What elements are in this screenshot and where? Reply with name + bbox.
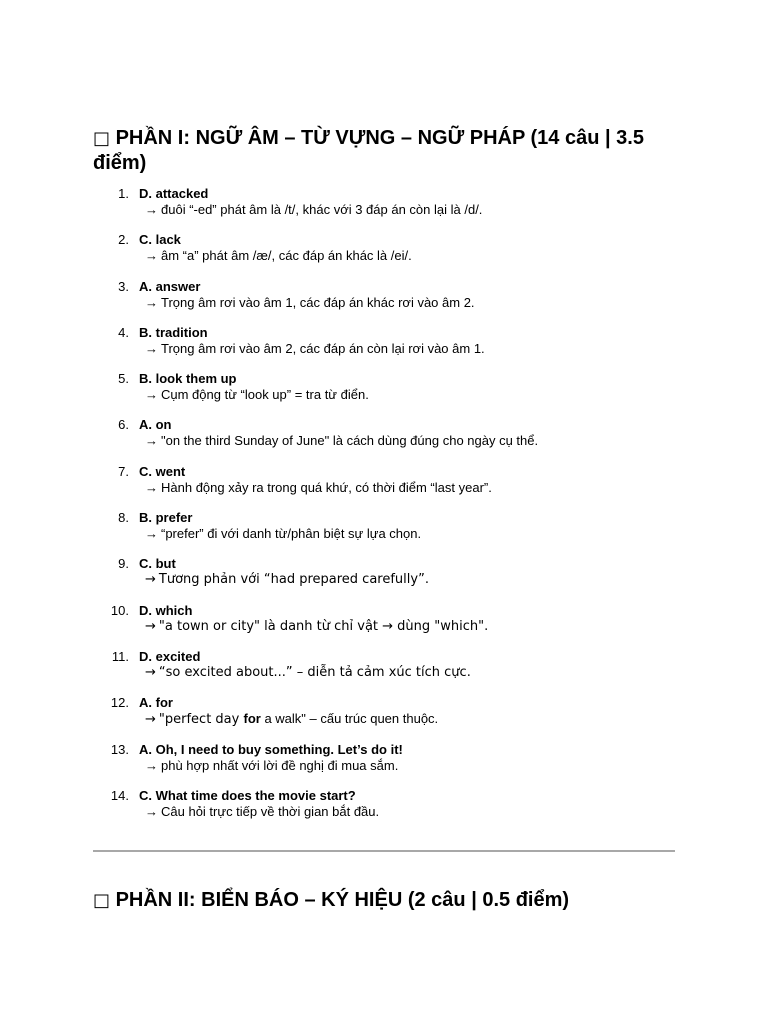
list-item: [93, 186, 678, 232]
missing-glyph-icon: □: [93, 128, 111, 149]
list-item: [93, 788, 678, 834]
item-explanation: [145, 665, 471, 681]
explanation-text: “prefer” đi với danh từ/phân biệt sự lựa chọn.: [161, 526, 422, 542]
item-answer: B. look them up: [139, 371, 237, 387]
item-answer: A. on: [139, 417, 172, 433]
item-answer: A. for: [139, 695, 173, 711]
section-2-title: PHẦN II: BIỂN BÁO – KÝ HIỆU (2 câu | 0.5 điểm): [110, 889, 570, 911]
list-item: [93, 279, 678, 325]
item-answer: C. What time does the movie start?: [139, 787, 356, 803]
list-item: [93, 371, 678, 417]
item-number: 11.: [111, 648, 129, 664]
arrow-icon: →: [145, 526, 158, 542]
explanation-text: âm “a” phát âm /æ/, các đáp án khác là /ei/.: [161, 248, 412, 264]
section-1-heading: [93, 126, 678, 176]
section-divider: [93, 850, 675, 852]
explanation-text: Câu hỏi trực tiếp về thời gian bắt đầu.: [161, 803, 380, 819]
item-explanation: [145, 480, 492, 496]
list-item: [93, 556, 678, 602]
arrow-icon: →: [145, 294, 158, 310]
explanation-text: Trọng âm rơi vào âm 1, các đáp án khác rơi vào âm 2.: [161, 294, 475, 310]
item-explanation: [145, 295, 475, 311]
arrow-icon: →: [145, 387, 158, 403]
list-item: [93, 325, 678, 371]
item-explanation: [145, 248, 412, 264]
explanation-text: Hành động xảy ra trong quá khứ, có thời điểm “last year”.: [161, 479, 492, 495]
item-explanation: [145, 804, 379, 820]
explanation-text: phù hợp nhất với lời đề nghị đi mua sắm.: [161, 757, 399, 773]
explanation-text: "on the third Sunday of June" là cách dùng đúng cho ngày cụ thể.: [161, 433, 539, 449]
item-number: 13.: [110, 741, 129, 757]
item-answer: C. lack: [139, 232, 181, 248]
explanation-text: "a town or city" là danh từ chỉ vật → dùng "which".: [158, 618, 489, 634]
list-item: [93, 510, 678, 556]
item-answer: A. Oh, I need to buy something. Let’s do it!: [139, 741, 403, 757]
item-number: 14.: [110, 787, 129, 803]
list-item: [93, 464, 678, 510]
arrow-icon: →: [145, 433, 158, 449]
item-answer: D. attacked: [139, 186, 209, 201]
item-answer: C. but: [139, 556, 176, 572]
answer-list: [93, 186, 678, 834]
list-item: [93, 649, 678, 695]
explanation-text: đuôi “-ed” phát âm là /t/, khác với 3 đáp án còn lại là /d/.: [161, 202, 483, 217]
arrow-icon: →: [145, 712, 156, 728]
item-number: 12.: [110, 695, 129, 711]
explanation-emphasis: for: [243, 711, 261, 727]
item-explanation: [145, 433, 538, 449]
item-answer: B. tradition: [139, 324, 208, 340]
list-item: [93, 603, 678, 649]
arrow-icon: →: [145, 618, 156, 634]
arrow-icon: →: [145, 664, 156, 680]
item-number: 4.: [118, 324, 129, 340]
arrow-icon: →: [145, 757, 158, 773]
item-number: 10.: [110, 602, 129, 618]
explanation-text: "perfect day: [158, 712, 244, 728]
arrow-icon: →: [145, 202, 158, 217]
list-item: [93, 695, 678, 741]
item-number: 8.: [118, 510, 129, 526]
item-number: 2.: [118, 232, 129, 248]
item-answer: D. which: [139, 602, 193, 618]
list-item: [93, 232, 678, 278]
item-number: 1.: [118, 186, 129, 201]
arrow-icon: →: [145, 803, 158, 819]
item-explanation: [145, 572, 429, 588]
section-1-title: PHẦN I: NGỮ ÂM – TỪ VỰNG – NGỮ PHÁP (14 câu | 3.5 điểm): [93, 127, 644, 174]
arrow-icon: →: [145, 340, 158, 356]
item-explanation: [145, 341, 485, 357]
item-explanation: [145, 758, 398, 774]
item-number: 9.: [118, 556, 129, 572]
item-explanation: [145, 526, 421, 542]
explanation-text: Trọng âm rơi vào âm 2, các đáp án còn lại rơi vào âm 1.: [161, 340, 485, 356]
item-answer: A. answer: [139, 278, 201, 294]
item-number: 6.: [118, 417, 129, 433]
section-1: [93, 126, 678, 834]
item-number: 5.: [118, 371, 129, 387]
arrow-icon: →: [145, 248, 158, 264]
list-item: [93, 417, 678, 463]
section-2-heading: [93, 888, 678, 913]
arrow-icon: →: [145, 479, 158, 495]
explanation-text: “so excited about...” – diễn tả cảm xúc tích cực.: [158, 664, 471, 680]
item-answer: C. went: [139, 463, 186, 479]
explanation-text: Cụm động từ “look up” = tra từ điển.: [161, 387, 369, 403]
explanation-text: Tương phản với “had prepared carefully”.: [158, 572, 429, 588]
section-2: [93, 888, 678, 913]
missing-glyph-icon: □: [93, 890, 111, 911]
item-explanation: [145, 202, 482, 218]
item-number: 3.: [118, 278, 129, 294]
explanation-text: a walk" – cấu trúc quen thuộc.: [260, 711, 439, 727]
item-answer: D. excited: [139, 648, 201, 664]
list-item: [93, 742, 678, 788]
item-explanation: [145, 711, 438, 728]
item-explanation: [145, 619, 488, 635]
item-explanation: [145, 387, 369, 403]
arrow-icon: →: [145, 572, 156, 588]
item-number: 7.: [118, 463, 129, 479]
item-answer: B. prefer: [139, 510, 193, 526]
